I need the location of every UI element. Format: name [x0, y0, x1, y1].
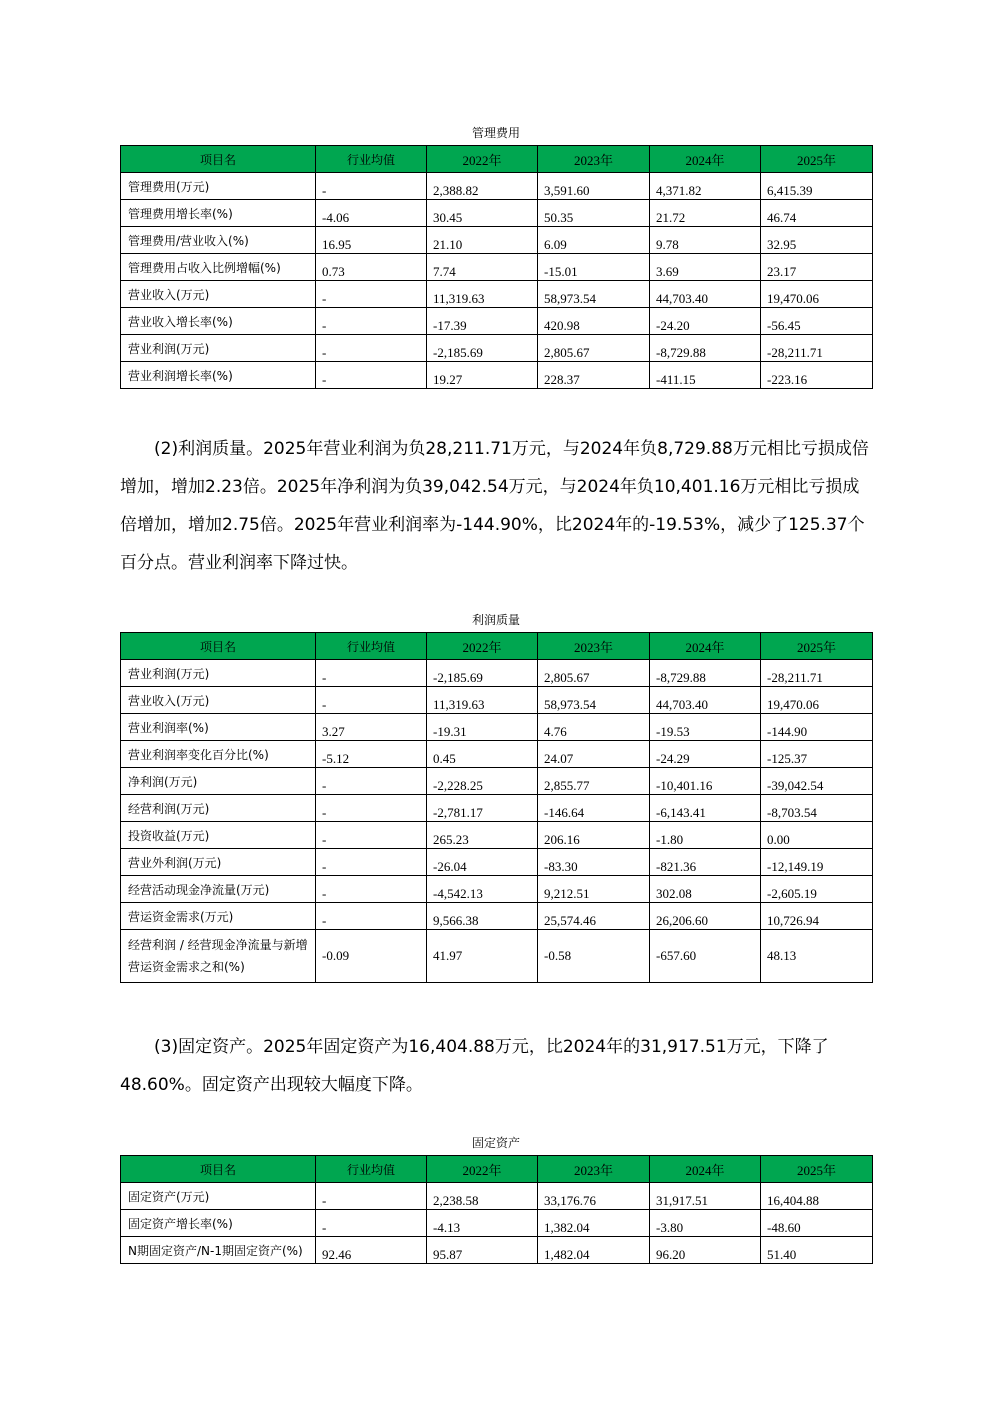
table-cell: -4.13: [427, 1210, 538, 1237]
table-cell: 95.87: [427, 1237, 538, 1264]
table-cell: -223.16: [761, 362, 873, 389]
profit-quality-table: [120, 632, 873, 983]
table-row: [121, 200, 873, 227]
column-header: 2023年: [538, 1156, 650, 1183]
table-cell: 25,574.46: [538, 903, 650, 930]
table-cell: 2,805.67: [538, 335, 650, 362]
row-label: 经营活动现金净流量(万元): [121, 876, 316, 903]
table-cell: -24.29: [650, 741, 761, 768]
row-label: 投资收益(万元): [121, 822, 316, 849]
table-header-row: [121, 146, 873, 173]
table-cell: 1,482.04: [538, 1237, 650, 1264]
table-cell: -2,185.69: [427, 335, 538, 362]
table-cell: -4.06: [316, 200, 427, 227]
table-cell: 3.27: [316, 714, 427, 741]
row-label: 管理费用占收入比例增幅(%): [121, 254, 316, 281]
fixed-assets-table: [120, 1155, 873, 1264]
table-cell: 302.08: [650, 876, 761, 903]
table-row: [121, 903, 873, 930]
table-cell: 9,566.38: [427, 903, 538, 930]
column-header: 2023年: [538, 633, 650, 660]
table-caption-management-expenses: 管理费用: [471, 126, 520, 140]
table-cell: 33,176.76: [538, 1183, 650, 1210]
table-cell: -: [316, 822, 427, 849]
table-cell: 7.74: [427, 254, 538, 281]
table-cell: 31,917.51: [650, 1183, 761, 1210]
table-cell: 58,973.54: [538, 281, 650, 308]
table-caption-fixed-assets: 固定资产: [471, 1136, 520, 1150]
table-cell: -: [316, 876, 427, 903]
table-cell: -19.53: [650, 714, 761, 741]
table-row: [121, 714, 873, 741]
table-cell: -: [316, 903, 427, 930]
table-cell: 4,371.82: [650, 173, 761, 200]
column-header: 2022年: [427, 146, 538, 173]
table-row: [121, 795, 873, 822]
row-label: 管理费用/营业收入(%): [121, 227, 316, 254]
table-cell: -0.09: [316, 930, 427, 983]
table-cell: -10,401.16: [650, 768, 761, 795]
table-cell: -15.01: [538, 254, 650, 281]
table-cell: 3.69: [650, 254, 761, 281]
table-row: [121, 687, 873, 714]
table-cell: -: [316, 660, 427, 687]
row-label: 经营利润(万元): [121, 795, 316, 822]
table-cell: 265.23: [427, 822, 538, 849]
table-cell: 51.40: [761, 1237, 873, 1264]
table-cell: -125.37: [761, 741, 873, 768]
row-label: 营业利润(万元): [121, 335, 316, 362]
table-cell: 6,415.39: [761, 173, 873, 200]
table-cell: 21.72: [650, 200, 761, 227]
fixed-assets-paragraph: (3)固定资产。2025年固定资产为16,404.88万元，比2024年的31,917.51万元，下降了48.60%。固定资产出现较大幅度下降。: [120, 1037, 829, 1095]
row-label: 固定资产(万元): [121, 1183, 316, 1210]
table-cell: 16.95: [316, 227, 427, 254]
column-header: 2024年: [650, 1156, 761, 1183]
row-label: 营业收入增长率(%): [121, 308, 316, 335]
table-cell: -: [316, 173, 427, 200]
column-header: 2025年: [761, 146, 873, 173]
table-cell: -821.36: [650, 849, 761, 876]
table-cell: -48.60: [761, 1210, 873, 1237]
table-cell: 50.35: [538, 200, 650, 227]
table-cell: -4,542.13: [427, 876, 538, 903]
table-cell: 44,703.40: [650, 281, 761, 308]
table-cell: -8,729.88: [650, 335, 761, 362]
column-header: 2022年: [427, 633, 538, 660]
row-label: 管理费用增长率(%): [121, 200, 316, 227]
table-cell: -83.30: [538, 849, 650, 876]
table-cell: 58,973.54: [538, 687, 650, 714]
column-header: 行业均值: [316, 146, 427, 173]
table-cell: 2,388.82: [427, 173, 538, 200]
table-cell: -5.12: [316, 741, 427, 768]
table-cell: -144.90: [761, 714, 873, 741]
column-header: 2025年: [761, 633, 873, 660]
management-expenses-table: [120, 145, 873, 389]
row-label: 管理费用(万元): [121, 173, 316, 200]
row-label: 营业外利润(万元): [121, 849, 316, 876]
table-cell: -28,211.71: [761, 335, 873, 362]
table-cell: -39,042.54: [761, 768, 873, 795]
table-cell: 0.45: [427, 741, 538, 768]
table-cell: 4.76: [538, 714, 650, 741]
table-cell: -: [316, 362, 427, 389]
table-cell: 19.27: [427, 362, 538, 389]
table-cell: 96.20: [650, 1237, 761, 1264]
table-cell: -56.45: [761, 308, 873, 335]
table-cell: 6.09: [538, 227, 650, 254]
row-label: 营业利润率(%): [121, 714, 316, 741]
table-cell: -26.04: [427, 849, 538, 876]
table-cell: 11,319.63: [427, 281, 538, 308]
table-cell: 41.97: [427, 930, 538, 983]
table-cell: -2,781.17: [427, 795, 538, 822]
row-label: 固定资产增长率(%): [121, 1210, 316, 1237]
table-cell: -: [316, 687, 427, 714]
table-cell: -3.80: [650, 1210, 761, 1237]
table-cell: 206.16: [538, 822, 650, 849]
table-row: [121, 822, 873, 849]
table-cell: -411.15: [650, 362, 761, 389]
table-cell: -: [316, 768, 427, 795]
table-cell: 46.74: [761, 200, 873, 227]
table-row: [121, 362, 873, 389]
table-cell: -: [316, 795, 427, 822]
row-label: 营业收入(万元): [121, 281, 316, 308]
table-row: [121, 930, 873, 983]
table-cell: -: [316, 281, 427, 308]
table-cell: -2,605.19: [761, 876, 873, 903]
table-cell: -: [316, 1210, 427, 1237]
column-header: 2025年: [761, 1156, 873, 1183]
table-cell: 24.07: [538, 741, 650, 768]
table-row: [121, 281, 873, 308]
table-cell: -28,211.71: [761, 660, 873, 687]
row-label: 营业利润(万元): [121, 660, 316, 687]
table-row: [121, 227, 873, 254]
table-cell: 1,382.04: [538, 1210, 650, 1237]
table-header-row: [121, 1156, 873, 1183]
table-cell: -12,149.19: [761, 849, 873, 876]
table-row: [121, 254, 873, 281]
table-cell: -17.39: [427, 308, 538, 335]
table-cell: 26,206.60: [650, 903, 761, 930]
table-cell: -: [316, 335, 427, 362]
table-cell: 32.95: [761, 227, 873, 254]
table-caption-profit-quality: 利润质量: [471, 613, 520, 627]
table-row: [121, 849, 873, 876]
row-label: 营业利润率变化百分比(%): [121, 741, 316, 768]
table-row: [121, 1210, 873, 1237]
table-cell: 19,470.06: [761, 281, 873, 308]
table-cell: 23.17: [761, 254, 873, 281]
table-cell: 30.45: [427, 200, 538, 227]
table-cell: 0.00: [761, 822, 873, 849]
table-cell: 0.73: [316, 254, 427, 281]
table-cell: -8,703.54: [761, 795, 873, 822]
table-row: [121, 1183, 873, 1210]
table-cell: -0.58: [538, 930, 650, 983]
table-cell: 11,319.63: [427, 687, 538, 714]
row-label: 经营利润 / 经营现金净流量与新增营运资金需求之和(%): [121, 930, 316, 983]
table-cell: 16,404.88: [761, 1183, 873, 1210]
table-cell: -: [316, 1183, 427, 1210]
column-header: 行业均值: [316, 1156, 427, 1183]
table-cell: -: [316, 308, 427, 335]
table-cell: 44,703.40: [650, 687, 761, 714]
table-cell: 420.98: [538, 308, 650, 335]
table-row: [121, 876, 873, 903]
table-row: [121, 1237, 873, 1264]
column-header: 2022年: [427, 1156, 538, 1183]
table-row: [121, 335, 873, 362]
column-header: 项目名: [121, 633, 316, 660]
table-cell: 9.78: [650, 227, 761, 254]
table-row: [121, 768, 873, 795]
column-header: 2023年: [538, 146, 650, 173]
table-cell: -8,729.88: [650, 660, 761, 687]
profit-quality-paragraph: (2)利润质量。2025年营业利润为负28,211.71万元，与2024年负8,729.88万元相比亏损成倍增加，增加2.23倍。2025年净利润为负39,042.54万元，与2024年负10,401.16万元相比亏损成倍增加，增加2.75倍。2025年营业利润率为-144.90%，比2024年的-19.53%，减少了125.37个百分点。营业利润率下降过快。: [120, 439, 869, 573]
row-label: 营业收入(万元): [121, 687, 316, 714]
table-cell: 2,805.67: [538, 660, 650, 687]
table-cell: -6,143.41: [650, 795, 761, 822]
table-cell: 2,855.77: [538, 768, 650, 795]
column-header: 2024年: [650, 633, 761, 660]
table-cell: 21.10: [427, 227, 538, 254]
column-header: 行业均值: [316, 633, 427, 660]
table-cell: 92.46: [316, 1237, 427, 1264]
row-label: 净利润(万元): [121, 768, 316, 795]
row-label: 营业利润增长率(%): [121, 362, 316, 389]
column-header: 项目名: [121, 1156, 316, 1183]
table-row: [121, 660, 873, 687]
table-row: [121, 308, 873, 335]
table-cell: -1.80: [650, 822, 761, 849]
table-cell: 228.37: [538, 362, 650, 389]
column-header: 2024年: [650, 146, 761, 173]
table-cell: 48.13: [761, 930, 873, 983]
row-label: N期固定资产/N-1期固定资产(%): [121, 1237, 316, 1264]
table-cell: -2,185.69: [427, 660, 538, 687]
table-cell: -: [316, 849, 427, 876]
table-header-row: [121, 633, 873, 660]
table-cell: -19.31: [427, 714, 538, 741]
table-cell: -146.64: [538, 795, 650, 822]
table-cell: 10,726.94: [761, 903, 873, 930]
table-cell: 3,591.60: [538, 173, 650, 200]
table-cell: -657.60: [650, 930, 761, 983]
column-header: 项目名: [121, 146, 316, 173]
table-cell: -24.20: [650, 308, 761, 335]
table-cell: 19,470.06: [761, 687, 873, 714]
table-cell: 2,238.58: [427, 1183, 538, 1210]
table-cell: -2,228.25: [427, 768, 538, 795]
table-row: [121, 173, 873, 200]
row-label: 营运资金需求(万元): [121, 903, 316, 930]
table-cell: 9,212.51: [538, 876, 650, 903]
table-row: [121, 741, 873, 768]
